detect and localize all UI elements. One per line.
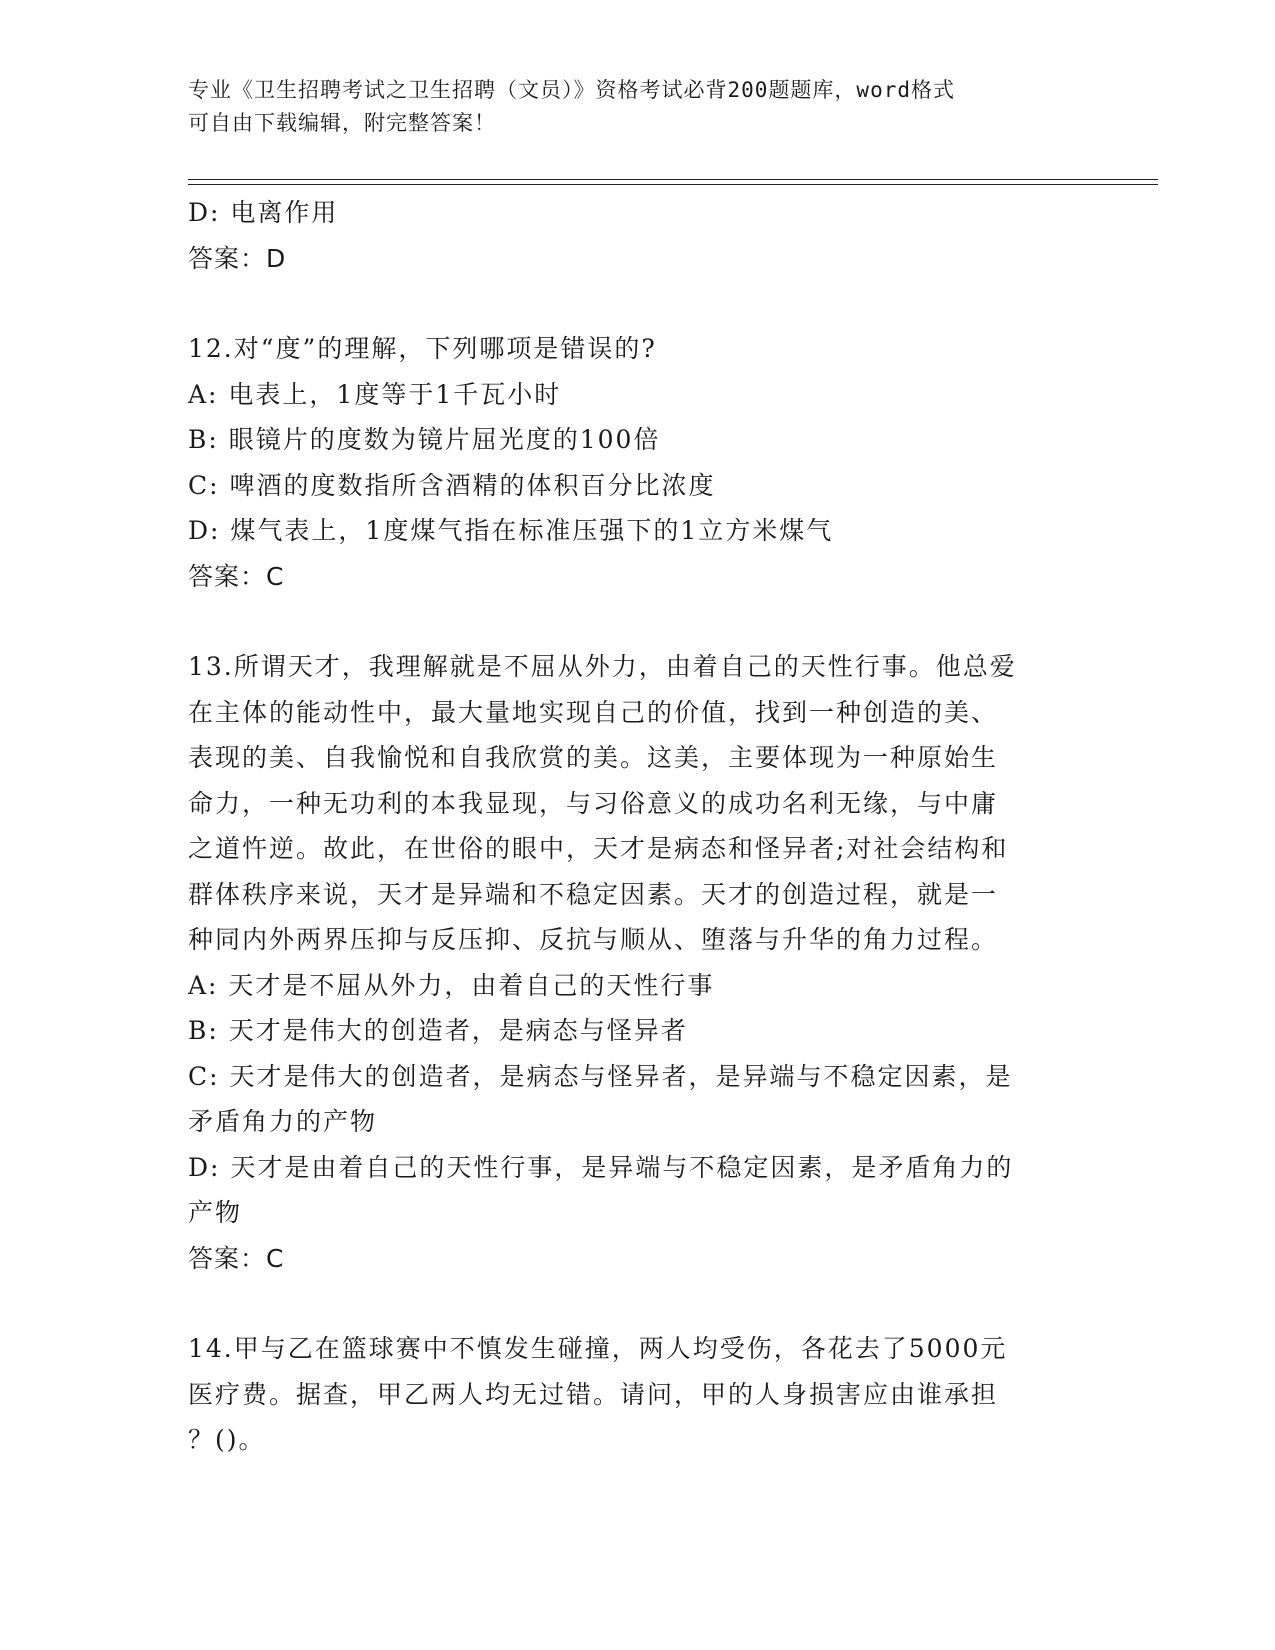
q13-question-line: 13.所谓天才，我理解就是不屈从外力，由着自己的天性行事。他总爱 [188,652,1017,681]
spacer [188,599,1088,644]
q12-question: 12.对“度”的理解，下列哪项是错误的? [188,334,657,363]
q13-question-line: 之道忤逆。故此，在世俗的眼中，天才是病态和怪异者;对社会结构和 [188,834,1009,863]
header-title-line-1: 专业《卫生招聘考试之卫生招聘（文员）》资格考试必背200题题库，word格式 [188,78,955,102]
q13-answer: 答案：C [188,1243,285,1273]
q13-option-c-line: 矛盾角力的产物 [188,1107,378,1136]
q12-option-d: D: 煤气表上，1度煤气指在标准压强下的1立方米煤气 [188,516,834,545]
spacer [188,281,1088,326]
q12-option-b: B: 眼镜片的度数为镜片屈光度的100倍 [188,425,661,454]
q13-question-line: 种同内外两界压抑与反压抑、反抗与顺从、堕落与升华的角力过程。 [188,925,999,954]
q13-option-b: B: 天才是伟大的创造者，是病态与怪异者 [188,1016,688,1045]
q13-question-line: 群体秩序来说，天才是异端和不稳定因素。天才的创造过程，就是一 [188,879,999,909]
header-divider-bottom [188,184,1158,185]
q14-question-line: 14.甲与乙在篮球赛中不慎发生碰撞，两人均受伤，各花去了5000元 [188,1334,1008,1363]
q12-answer: 答案：C [188,561,285,591]
q13-option-a: A: 天才是不屈从外力，由着自己的天性行事 [188,970,715,1000]
q12-option-c: C: 啤酒的度数指所含酒精的体积百分比浓度 [188,470,716,500]
q13-question-line: 表现的美、自我愉悦和自我欣赏的美。这美，主要体现为一种原始生 [188,743,999,772]
spacer [188,1281,1088,1326]
q13-option-d-line: D: 天才是由着自己的天性行事，是异端与不稳定因素，是矛盾角力的 [188,1152,1014,1182]
q13-question-line: 命力，一种无功利的本我显现，与习俗意义的成功名利无缘，与中庸 [188,788,999,818]
q14-question-line: ？()。 [188,1425,266,1454]
prev-answer: 答案：D [188,243,287,273]
q13-question-line: 在主体的能动性中，最大量地实现自己的价值，找到一种创造的美、 [188,697,999,727]
q13-option-d-line: 产物 [188,1198,243,1227]
q14-question-line: 医疗费。据查，甲乙两人均无过错。请问，甲的人身损害应由谁承担 [188,1379,999,1409]
document-body [188,190,1088,1463]
q13-option-c-line: C: 天才是伟大的创造者，是病态与怪异者，是异端与不稳定因素，是 [188,1061,1013,1091]
prev-option-d: D: 电离作用 [188,198,339,227]
header-divider-top [188,179,1158,180]
q12-option-a: A: 电表上，1度等于1千瓦小时 [188,379,562,409]
document-header [188,74,1068,140]
header-title-line-2: 可自由下载编辑，附完整答案！ [188,111,496,135]
